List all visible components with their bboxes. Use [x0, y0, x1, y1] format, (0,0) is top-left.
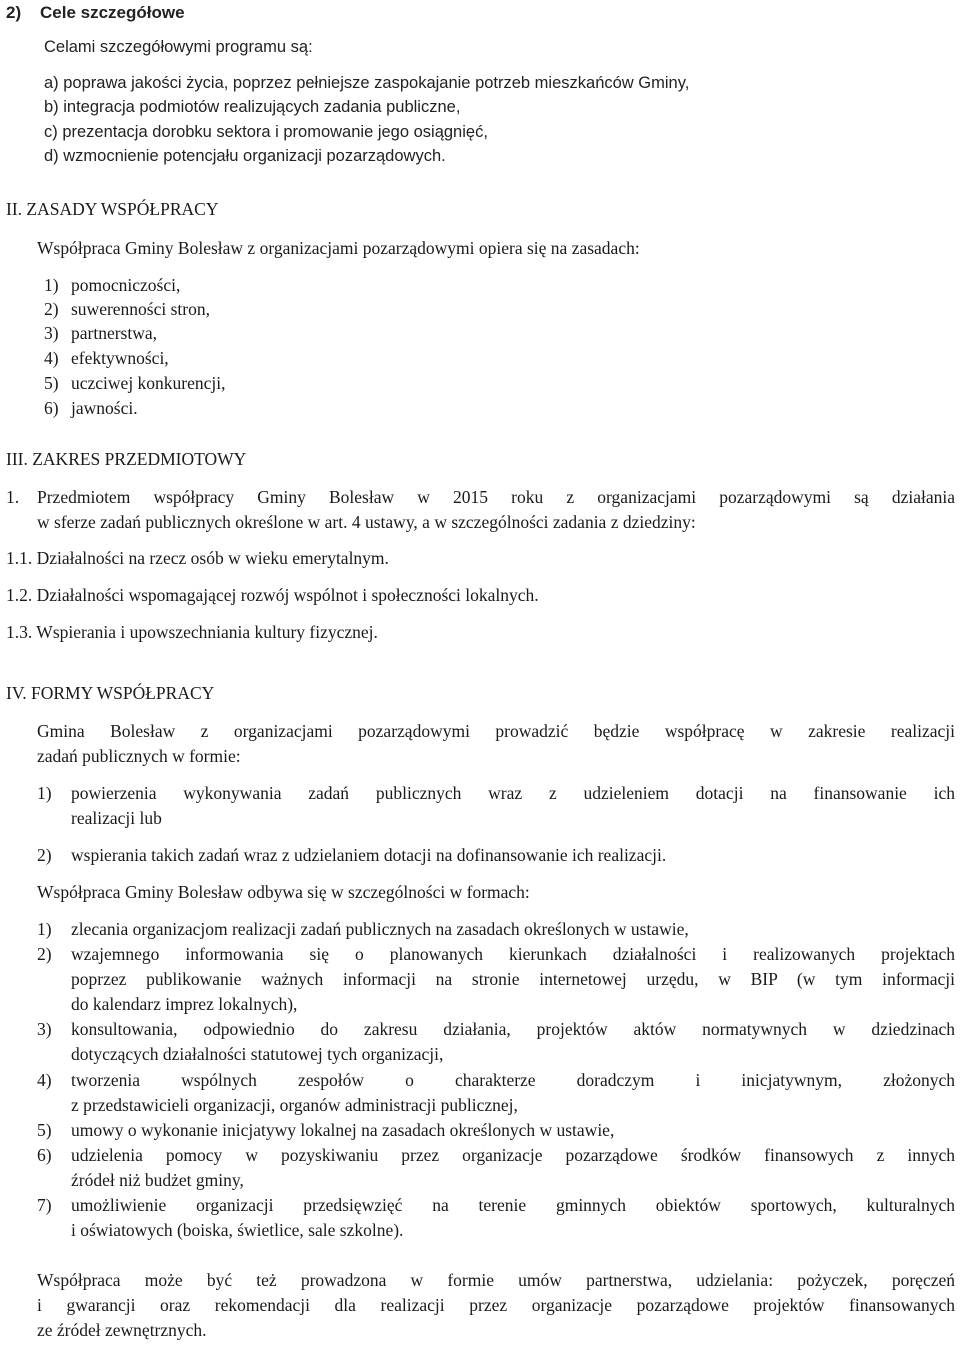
closing-paragraph: Współpraca może być też prowadzona w formie umów partnerstwa, udzielania: pożyczek, poręczeń	[37, 1270, 955, 1290]
list-item: 1.2. Działalności wspomagającej rozwój wspólnot i społeczności lokalnych.	[6, 585, 539, 605]
section-heading-zakres: III. ZAKRES PRZEDMIOTOWY	[6, 449, 247, 469]
closing-paragraph: ze źródeł zewnętrznych.	[37, 1320, 207, 1340]
zasady-intro: Współpraca Gminy Bolesław z organizacjami pozarządowymi opiera się na zasadach:	[37, 238, 640, 258]
section-heading-cele: 2) Cele szczegółowe	[6, 3, 185, 22]
list-item: 1.3. Wspierania i upowszechniania kultury fizycznej.	[6, 622, 378, 642]
cele-intro: Celami szczegółowymi programu są:	[44, 38, 313, 56]
zakres-point-text: Przedmiotem współpracy Gminy Bolesław w 2015 roku z organizacjami pozarządowymi są działania	[37, 487, 955, 507]
formy-intro-2: Współpraca Gminy Bolesław odbywa się w szczególności w formach:	[37, 882, 530, 902]
formy-intro: zadań publicznych w formie:	[37, 746, 241, 766]
zakres-point-number: 1.	[6, 487, 20, 507]
list-item: a) poprawa jakości życia, poprzez pełniejsze zaspokajanie potrzeb mieszkańców Gminy,	[44, 74, 690, 92]
section-heading-formy: IV. FORMY WSPÓŁPRACY	[6, 683, 215, 703]
list-item: c) prezentacja dorobku sektora i promowanie jego osiągnięć,	[44, 123, 488, 141]
list-item: b) integracja podmiotów realizujących zadania publiczne,	[44, 98, 461, 116]
section-heading-zasady: II. ZASADY WSPÓŁPRACY	[6, 199, 219, 219]
closing-paragraph: i gwarancji oraz rekomendacji dla realizacji przez organizacje pozarządowe projektów finansowanych	[37, 1295, 955, 1315]
list-item: 1.1. Działalności na rzecz osób w wieku emerytalnym.	[6, 548, 389, 568]
formy-intro: Gmina Bolesław z organizacjami pozarządowymi prowadzić będzie współpracę w zakresie realizacji	[37, 721, 955, 741]
list-item: d) wzmocnienie potencjału organizacji pozarządowych.	[44, 147, 446, 165]
zakres-point-text: w sferze zadań publicznych określone w art. 4 ustawy, a w szczególności zadania z dziedziny:	[37, 512, 696, 532]
